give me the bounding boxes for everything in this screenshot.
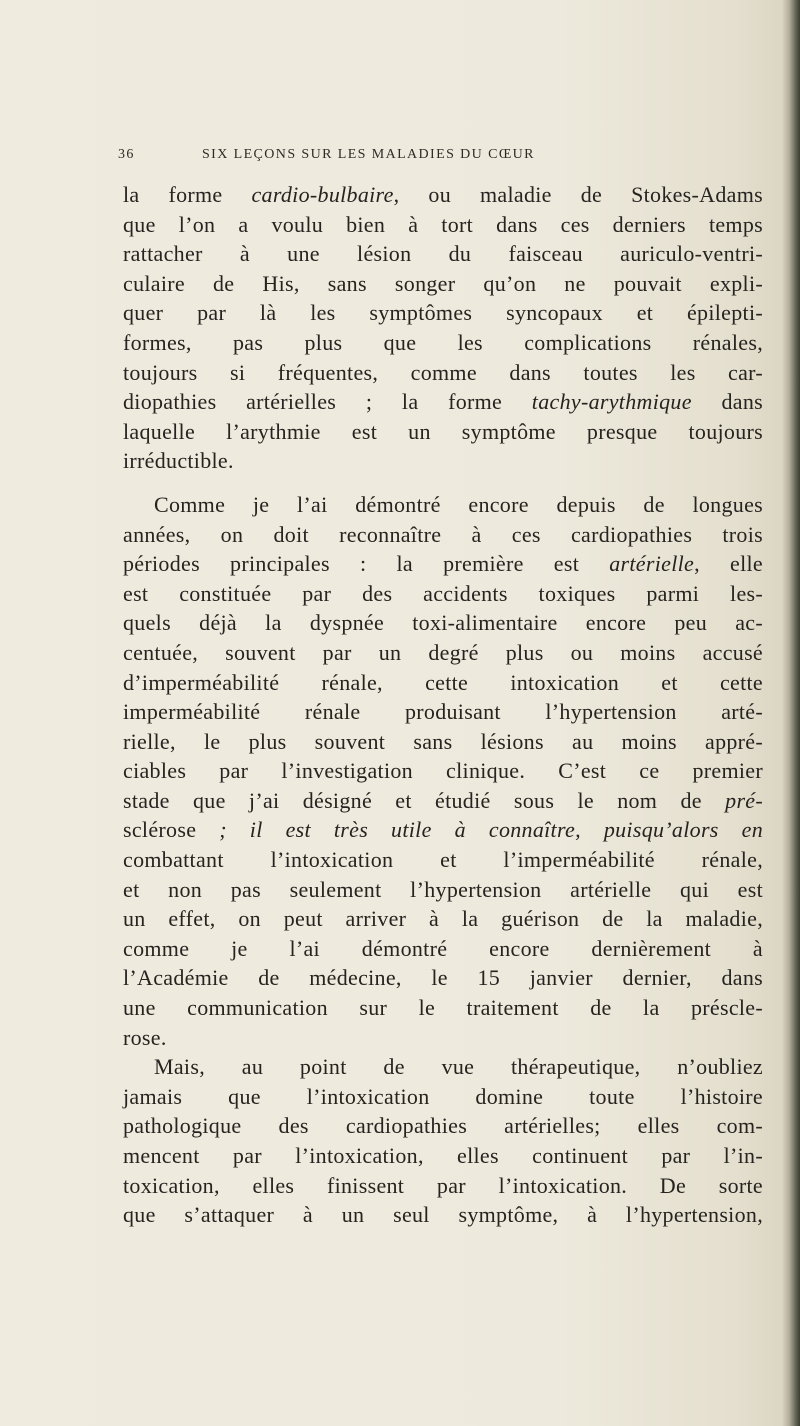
text-line: comme je l’ai démontré encore dernièrement à [123,935,763,961]
text-line: jamais que l’intoxication domine toute l’histoire [123,1083,763,1109]
text-line: toujours si fréquentes, comme dans toutes les car- [123,359,763,385]
body-text [123,180,763,1230]
text-line: stade que j’ai désigné et étudié sous le nom de pré- [123,787,763,813]
text-line: mencent par l’intoxication, elles continuent par l’in- [123,1143,763,1168]
running-title: SIX LEÇONS SUR LES MALADIES DU CŒUR [202,147,535,162]
page-edge-shadow [782,0,800,1426]
text-line: formes, pas plus que les complications rénales, [123,329,763,355]
text-line: laquelle l’arythmie est un symptôme presque toujours [123,418,763,444]
page-number: 36 [118,147,135,162]
text-line: imperméabilité rénale produisant l’hypertension arté- [123,699,763,725]
text-line: pathologique des cardiopathies artérielles; elles com- [123,1113,763,1139]
text-line: diopathies artérielles ; la forme tachy-arythmique dans [123,389,763,415]
text-line: d’imperméabilité rénale, cette intoxication et cette [123,669,763,695]
page-header [118,147,714,169]
text-line: Comme je l’ai démontré encore depuis de longues [154,491,763,517]
text-line: culaire de His, sans songer qu’on ne pouvait expli- [123,270,763,296]
text-line: périodes principales : la première est artérielle, elle [123,551,763,577]
text-line: rattacher à une lésion du faisceau auriculo-ventri- [123,241,763,267]
text-line: sclérose ; il est très utile à connaître, puisqu’alors en [123,817,763,843]
text-line: rielle, le plus souvent sans lésions au moins appré- [123,728,763,754]
text-line: que s’attaquer à un seul symptôme, à l’hypertension, [123,1202,763,1228]
text-line: Mais, au point de vue thérapeutique, n’oubliez [154,1054,763,1080]
text-line: quels déjà la dyspnée toxi-alimentaire encore peu ac- [123,610,763,636]
text-line: la forme cardio-bulbaire, ou maladie de Stokes-Adams [123,182,763,207]
text-line: un effet, on peut arriver à la guérison de la maladie, [123,906,763,932]
text-line: que l’on a voulu bien à tort dans ces derniers temps [123,211,763,237]
text-line: est constituée par des accidents toxiques parmi les- [123,580,763,606]
text-line: toxication, elles finissent par l’intoxication. De sorte [123,1172,763,1198]
text-line: combattant l’intoxication et l’imperméabilité rénale, [123,847,763,873]
paragraph-gap [123,476,763,490]
text-line: centuée, souvent par un degré plus ou moins accusé [123,639,763,665]
text-line: rose. [123,1024,167,1050]
text-line: années, on doit reconnaître à ces cardiopathies trois [123,521,763,547]
text-line: l’Académie de médecine, le 15 janvier dernier, dans [123,965,763,991]
text-line: irréductible. [123,448,234,474]
text-line: quer par là les symptômes syncopaux et épilepti- [123,300,763,326]
text-line: une communication sur le traitement de la préscle- [123,995,763,1021]
text-line: et non pas seulement l’hypertension artérielle qui est [123,876,763,902]
text-line: ciables par l’investigation clinique. C’est ce premier [123,758,763,784]
